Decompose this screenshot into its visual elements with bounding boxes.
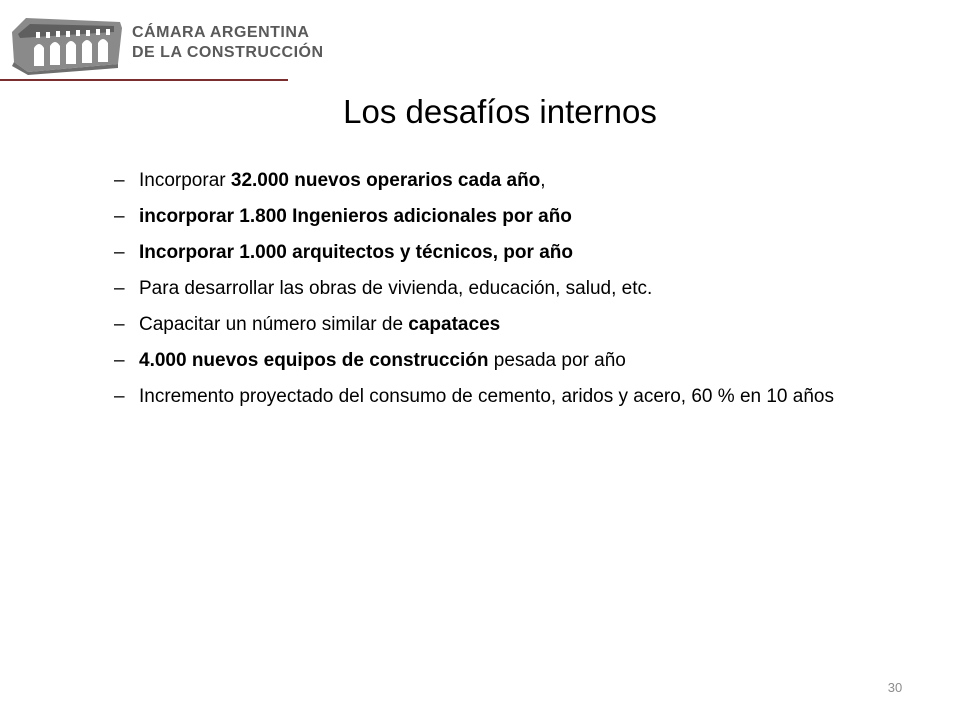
header-logo <box>8 8 324 80</box>
bullet-text <box>139 278 914 300</box>
bullet-marker: – <box>114 314 125 335</box>
bullet-text-bold: 4.000 nuevos equipos de construcción <box>139 350 489 371</box>
aqueduct-logo-icon <box>8 12 124 76</box>
bullet-text <box>139 242 914 264</box>
bullet-text <box>139 314 914 336</box>
slide-title: Los desafíos internos <box>343 93 657 130</box>
bullet-item <box>114 242 914 264</box>
bullet-marker: – <box>114 350 125 371</box>
bullet-text-bold: incorporar 1.800 Ingenieros adicionales por año <box>139 206 572 227</box>
bullet-marker: – <box>114 278 125 299</box>
bullet-text-bold: capataces <box>408 314 501 335</box>
bullet-item <box>114 350 914 372</box>
org-name-line2: DE LA CONSTRUCCIÓN <box>132 44 324 61</box>
bullet-text <box>139 350 914 372</box>
bullet-text-run: Capacitar un número similar de <box>139 314 409 335</box>
bullet-text-run: Incremento proyectado del consumo de cemento, aridos y acero, 60 % en 10 años <box>139 386 834 407</box>
bullet-marker: – <box>114 170 125 191</box>
bullet-marker: – <box>114 386 125 407</box>
bullet-item <box>114 206 914 228</box>
page-number: 30 <box>887 680 903 695</box>
bullet-text <box>139 386 914 408</box>
bullet-marker: – <box>114 242 125 263</box>
bullet-item <box>114 278 914 300</box>
bullet-text-bold: 32.000 nuevos operarios cada año <box>230 170 541 191</box>
header-divider <box>0 79 288 81</box>
bullet-text-run: , <box>540 170 546 191</box>
bullet-text <box>139 170 914 192</box>
bullet-text-bold: Incorporar 1.000 arquitectos y técnicos, por año <box>139 242 573 263</box>
bullet-item <box>114 386 914 408</box>
bullet-text <box>139 206 914 228</box>
bullet-item <box>114 314 914 336</box>
bullet-list <box>114 170 914 422</box>
bullet-text-run: Para desarrollar las obras de vivienda, educación, salud, etc. <box>139 278 653 299</box>
bullet-marker: – <box>114 206 125 227</box>
bullet-text-run: pesada por año <box>488 350 626 371</box>
bullet-item <box>114 170 914 192</box>
org-name-line1: CÁMARA ARGENTINA <box>132 24 310 41</box>
bullet-text-run: Incorporar <box>139 170 231 191</box>
